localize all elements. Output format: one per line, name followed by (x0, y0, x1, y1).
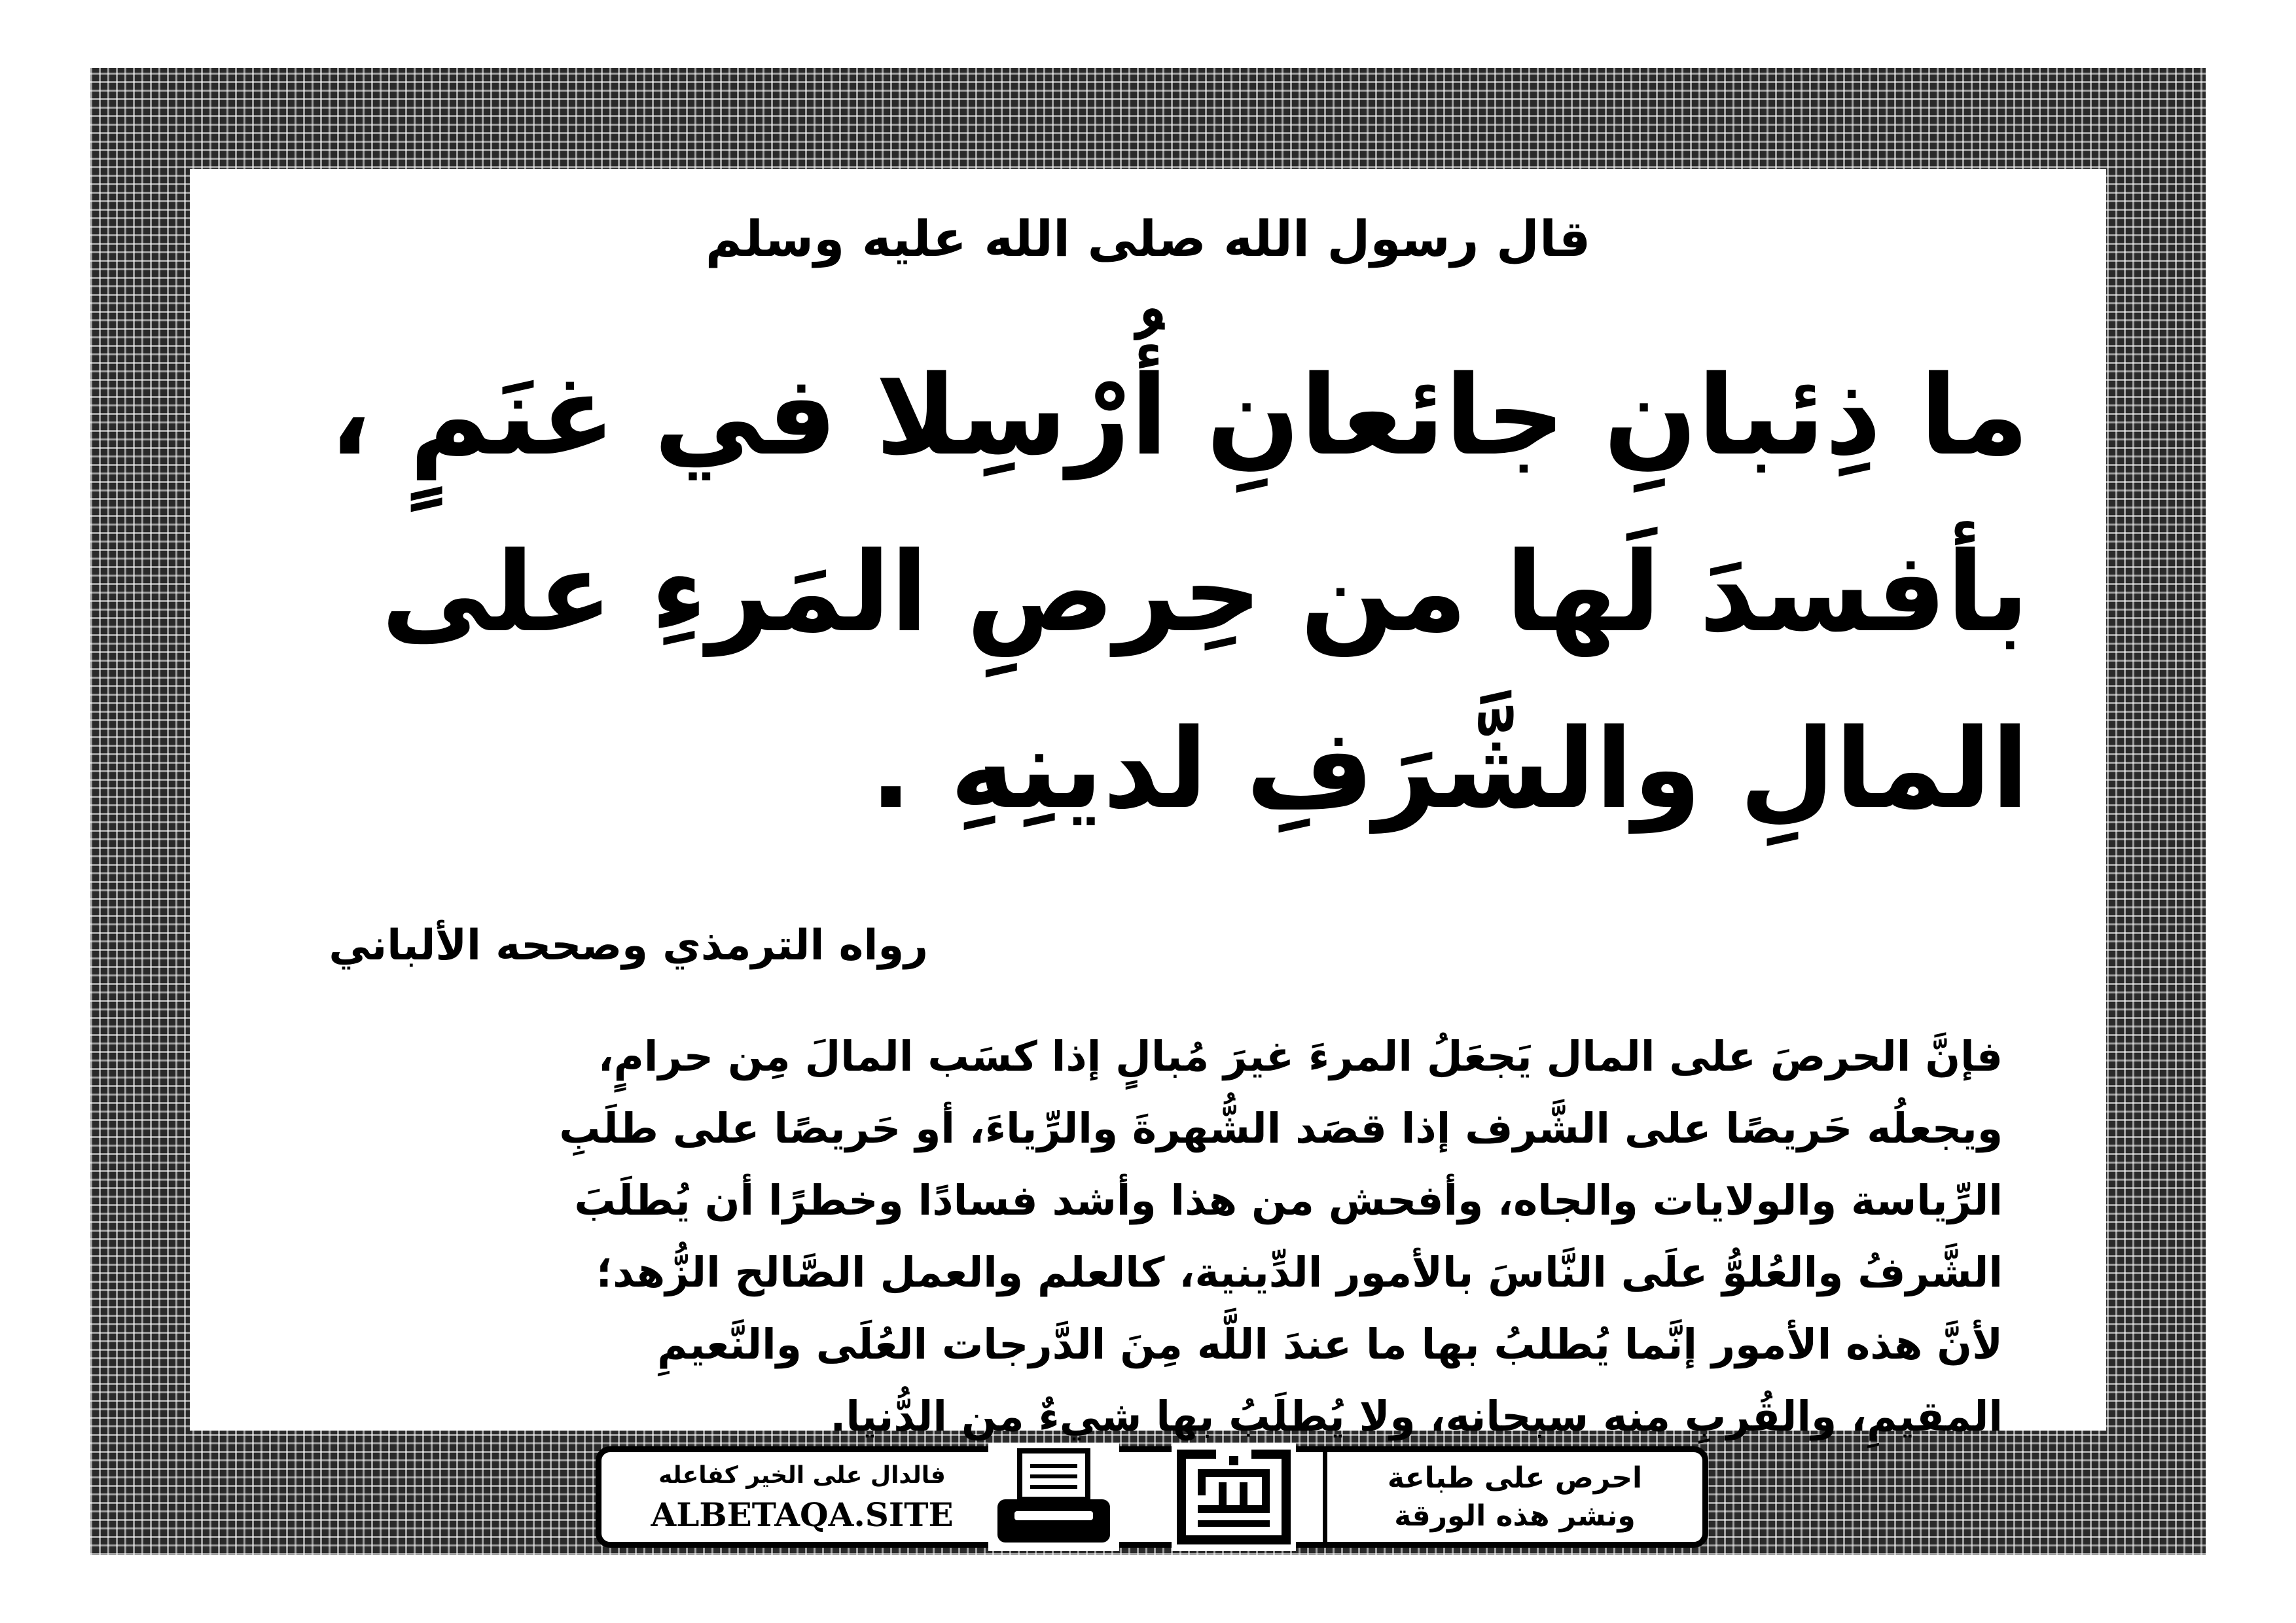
footer-tagline: فالدال على الخير كفاعله (658, 1461, 946, 1489)
hadith-intro: قال رسول الله صلى الله عليه وسلم (705, 209, 1591, 268)
hadith-text (249, 327, 2029, 857)
footer-note-line: احرص على طباعة (1387, 1461, 1643, 1495)
footer-print-note (1323, 1452, 1702, 1542)
hadith-line: ما ذِئبانِ جائعانِ أُرْسِلا في غنَمٍ ، (329, 351, 2029, 480)
explanation-line: الرِّياسة والولايات والجاه، وأفحش من هذا وأشد فسادًا وخطرًا أن يُطلَبَ (574, 1177, 2003, 1224)
explanation-line: المقيمِ، والقُربِ منه سبحانه، ولا يُطلَبُ بها شيءٌ من الدُّنيا. (830, 1393, 2003, 1440)
explanation-line: لأنَّ هذه الأمور إنَّما يُطلبُ بها ما عندَ اللَّه مِنَ الدَّرجات العُلَى والنَّعيمِ (657, 1321, 2003, 1368)
footer-banner (596, 1446, 1708, 1548)
explanation-line: فإنَّ الحرصَ على المال يَجعَلُ المرءَ غيرَ مُبالٍ إذا كسَب المالَ مِن حرامٍ، (598, 1033, 2003, 1080)
footer-site-box (601, 1452, 1007, 1542)
explanation-line: الشَّرفُ والعُلوُّ علَى النَّاسَ بالأمور الدِّينية، كالعلم والعمل الصَّالح الزُّهد؛ (596, 1249, 2003, 1296)
footer-note-line: ونشر هذه الورقة (1394, 1499, 1636, 1533)
hadith-line: المالِ والشَّرَفِ لدينِهِ . (870, 705, 2029, 833)
site-link[interactable]: ALBETAQA.SITE (651, 1495, 954, 1534)
hadith-source: رواه الترمذي وصححه الألباني (329, 921, 928, 970)
explanation-line: ويجعلُه حَريصًا على الشَّرف إذا قصَد الشُّهرةَ والرِّياءَ، أو حَريصًا على طلَبِ (559, 1105, 2003, 1152)
hadith-line: بأفسدَ لَها من حِرصِ المَرءِ على (381, 528, 2029, 656)
printer-icon (988, 1443, 1119, 1551)
explanation-text (288, 1021, 2003, 1453)
calligraphy-logo (1172, 1443, 1296, 1551)
